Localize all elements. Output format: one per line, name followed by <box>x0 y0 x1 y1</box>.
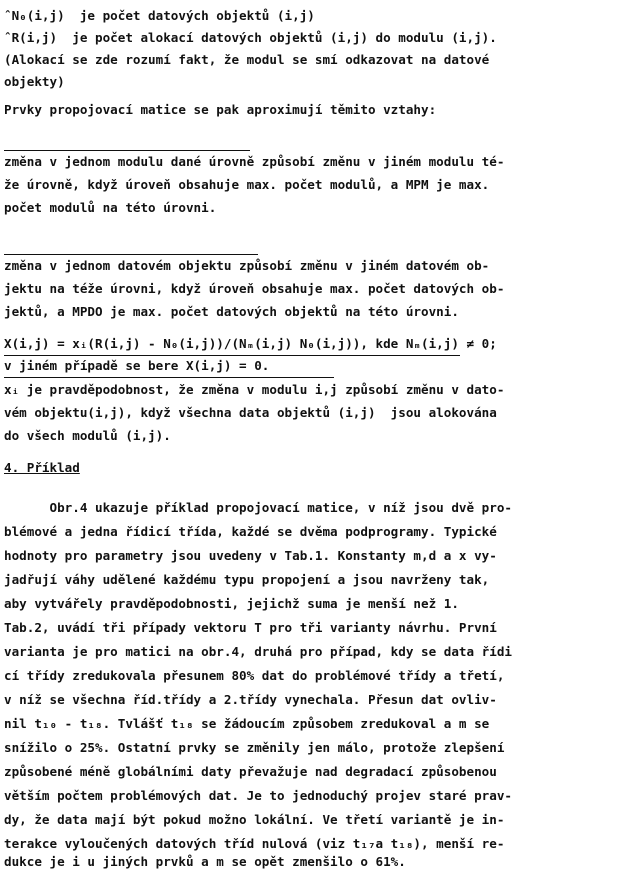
text-line-21: Tab.2, uvádí tři případy vektoru T pro tři varianty návrhu. První <box>4 620 497 635</box>
text-line-29: dy, že data mají být pokud možno lokální. Ve třetí variantě je in- <box>4 812 505 827</box>
text-line-11: jektů, a MPDO je max. počet datových objektů na této úrovni. <box>4 304 459 319</box>
formula-x: X(i,j) = xᵢ(R(i,j) - N₀(i,j))/(Nₘ(i,j) N₀(i,j)), kde Nₘ(i,j) ≠ 0; <box>4 336 497 351</box>
text-line-24: v níž se všechna říd.třídy a 2.třídy vynechala. Přesun dat ovliv- <box>4 692 497 707</box>
text-line-2: ˆR(i,j) je počet alokací datových objektů (i,j) do modulu (i,j). <box>4 30 497 45</box>
text-line-8: počet modulů na této úrovni. <box>4 200 217 215</box>
section-heading: 4. Příklad <box>4 460 80 475</box>
text-line-3: (Alokací se zde rozumí fakt, že modul se smí odkazovat na datové <box>4 52 490 67</box>
text-line-27: způsobené méně globálními daty převažuje nad degradací způsobenou <box>4 764 497 779</box>
formula-x-case-underline <box>4 377 334 378</box>
text-line-25: nil t₁₀ - t₁₈. Tvlášť t₁₈ se žádoucím způsobem zredukoval a m se <box>4 716 490 731</box>
text-line-4: objekty) <box>4 74 65 89</box>
text-line-28: větším počtem problémových dat. Je to jednoduchý projev staré prav- <box>4 788 512 803</box>
text-line-10: jektu na téže úrovni, když úroveň obsahuje max. počet datových ob- <box>4 281 505 296</box>
text-line-20: aby vytvářely pravděpodobnosti, jejichž suma je menší než 1. <box>4 596 459 611</box>
text-line-7: že úrovně, když úroveň obsahuje max. počet modulů, a MPM je max. <box>4 177 490 192</box>
text-line-31: dukce je i u jiných prvků a m se opět zmenšilo o 61%. <box>4 854 406 869</box>
text-line-6: změna v jednom modulu dané úrovně způsobí změnu v jiném modulu té- <box>4 154 505 169</box>
text-line-9: změna v jednom datovém objektu způsobí změnu v jiném datovém ob- <box>4 258 490 273</box>
text-line-22: varianta je pro matici na obr.4, druhá pro případ, kdy se data řídi <box>4 644 512 659</box>
text-line-19: jadřují váhy udělené každému typu propojení a jsou navrženy tak, <box>4 572 490 587</box>
text-line-16: Obr.4 ukazuje příklad propojovací matice, v níž jsou dvě pro- <box>4 500 512 515</box>
text-line-30: terakce vyloučených datových tříd nulová (viz t₁₇a t₁₈), menší re- <box>4 836 505 851</box>
text-line-1: ˆN₀(i,j) je počet datových objektů (i,j) <box>4 8 315 23</box>
text-line-13: xᵢ je pravděpodobnost, že změna v modulu i,j způsobí změnu v dato- <box>4 382 505 397</box>
text-line-5: Prvky propojovací matice se pak aproximují těmito vztahy: <box>4 102 437 117</box>
text-line-18: hodnoty pro parametry jsou uvedeny v Tab.1. Konstanty m,d a x vy- <box>4 548 497 563</box>
text-line-26: snížilo o 25%. Ostatní prvky se změnily jen málo, protože zlepšení <box>4 740 505 755</box>
text-line-15: do všech modulů (i,j). <box>4 428 171 443</box>
text-line-14: vém objektu(i,j), když všechna data objektů (i,j) jsou alokována <box>4 405 497 420</box>
formula-d-underline <box>4 254 258 255</box>
text-line-12: v jiném případě se bere X(i,j) = 0. <box>4 358 270 373</box>
text-line-23: cí třídy zredukovala přesunem 80% dat do problémové třídy a třetí, <box>4 668 505 683</box>
text-line-17: blémové a jedna řídicí třída, každé se dvěma podprogramy. Typické <box>4 524 497 539</box>
formula-m-underline <box>4 150 250 151</box>
